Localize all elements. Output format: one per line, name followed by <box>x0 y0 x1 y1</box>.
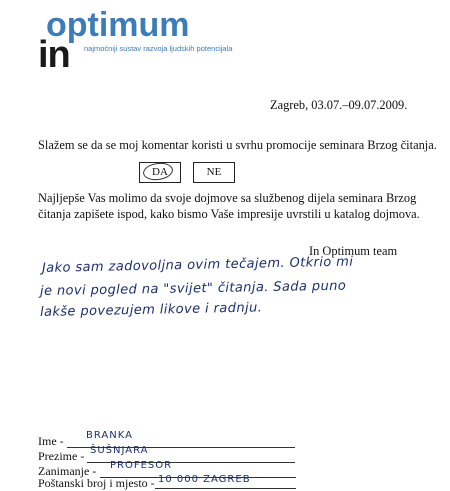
no-checkbox[interactable]: NE <box>193 162 235 183</box>
postal-value[interactable]: 10 000 ZAGREB <box>158 474 251 485</box>
surname-value[interactable]: ŠUŠNJARA <box>90 445 149 456</box>
handwritten-line-3: lakše povezujem likove i radnju. <box>39 300 263 320</box>
job-value[interactable]: PROFESOR <box>110 460 173 471</box>
logo-optimum: optimum <box>46 6 190 44</box>
name-label: Ime - <box>38 434 64 448</box>
name-value[interactable]: BRANKA <box>86 430 133 441</box>
surname-label: Prezime - <box>38 449 85 463</box>
logo-tagline: najmoćniji sustav razvoja ljudskih potencijala <box>84 44 233 53</box>
date-line: Zagreb, 03.07.–09.07.2009. <box>270 98 408 112</box>
handwritten-line-1: Jako sam zadovoljna ovim tečajem. Otkrio mi <box>41 254 354 276</box>
postal-label: Poštanski broj i mjesto - <box>38 476 155 490</box>
handwritten-line-2: je novi pogled na "svijet" čitanja. Sada puno <box>39 278 347 299</box>
consent-statement: Slažem se da se moj komentar koristi u svrhu promocije seminara Brzog čitanja. <box>38 138 437 152</box>
team-signature: In Optimum team <box>309 244 398 258</box>
request-line-2: čitanja zapišete ispod, kako bismo Vaše impresije uvrstili u katalog dojmova. <box>38 207 420 221</box>
yes-checkbox[interactable]: DA <box>139 162 181 183</box>
job-label: Zanimanje - <box>38 464 97 478</box>
request-line-1: Najljepše Vas molimo da svoje dojmove sa službenog dijela seminara Brzog <box>38 191 417 205</box>
logo-in: in <box>38 34 70 76</box>
